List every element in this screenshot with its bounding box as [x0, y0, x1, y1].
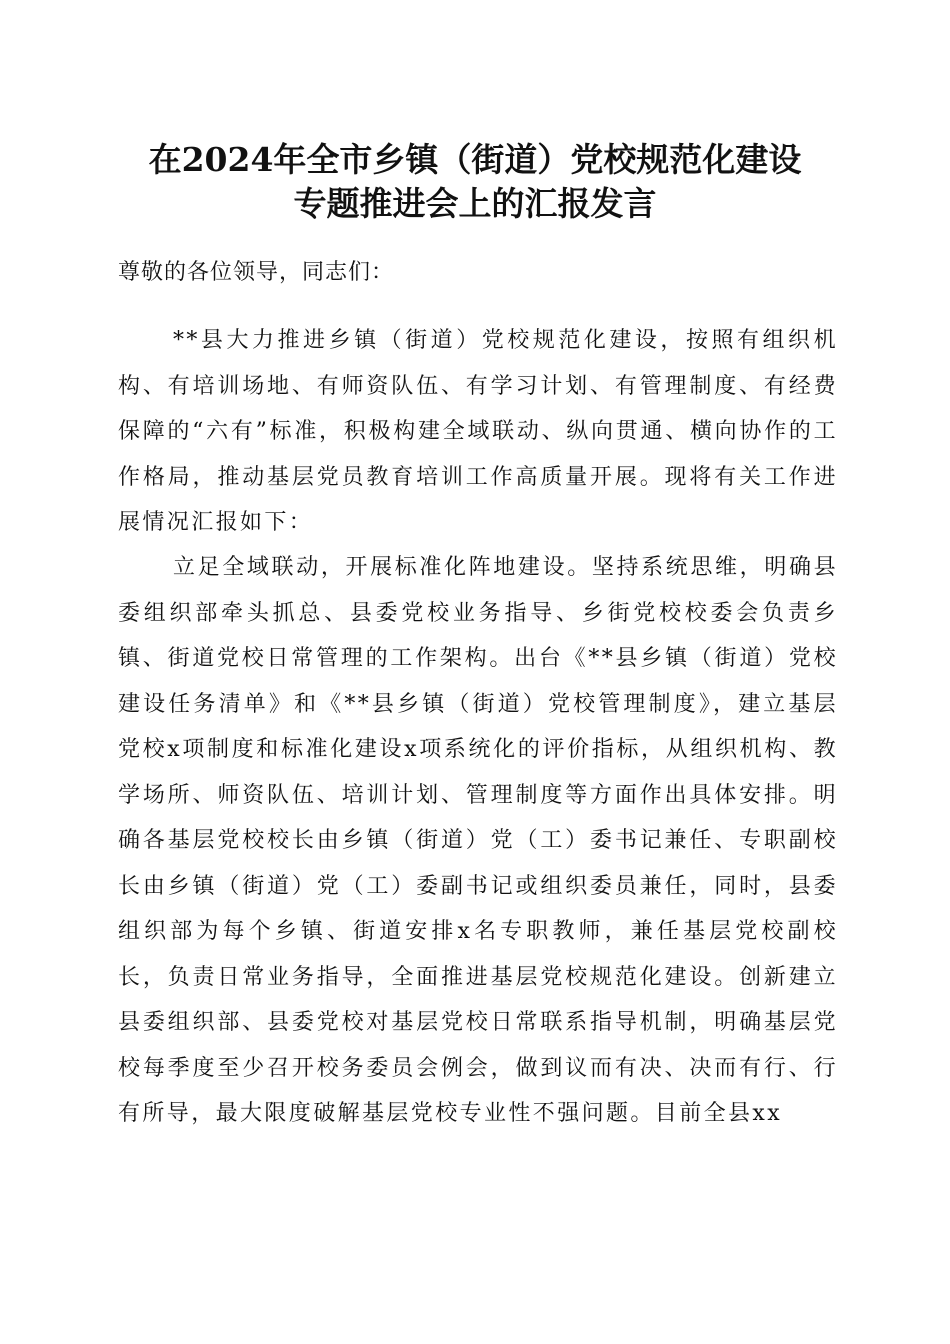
paragraph-standardization: 立足全域联动，开展标准化阵地建设。坚持系统思维，明确县委组织部牵头抓总、县委党校业务指导、乡街党校校委会负责乡镇、街道党校日常管理的工作架构。出台《**县乡镇（街道）党校建设任务清单》和《**县乡镇（街道）党校管理制度》，建立基层党校x项制度和标准化建设x项系统化的评价指标，从组织机构、教学场所、师资队伍、培训计划、管理制度等方面作出具体安排。明确各基层党校校长由乡镇（街道）党（工）委书记兼任、专职副校长由乡镇（街道）党（工）委副书记或组织委员兼任，同时，县委组织部为每个乡镇、街道安排x名专职教师，兼任基层党校副校长，负责日常业务指导，全面推进基层党校规范化建设。创新建立县委组织部、县委党校对基层党校日常联系指导机制，明确基层党校每季度至少召开校务委员会例会，做到议而有决、决而有行、行有所导，最大限度破解基层党校专业性不强问题。目前全县xx: [118, 555, 838, 1126]
document-title-line-2: 专题推进会上的汇报发言: [293, 184, 657, 223]
document-title-line-1: 在2024年全市乡镇（街道）党校规范化建设: [148, 140, 802, 179]
paragraph-intro: **县大力推进乡镇（街道）党校规范化建设，按照有组织机构、有培训场地、有师资队伍、有学习计划、有管理制度、有经费保障的“六有”标准，积极构建全域联动、纵向贯通、横向协作的工作格局，推动基层党员教育培训工作高质量开展。现将有关工作进展情况汇报如下：: [118, 328, 838, 535]
salutation: 尊敬的各位领导，同志们：: [118, 260, 395, 285]
